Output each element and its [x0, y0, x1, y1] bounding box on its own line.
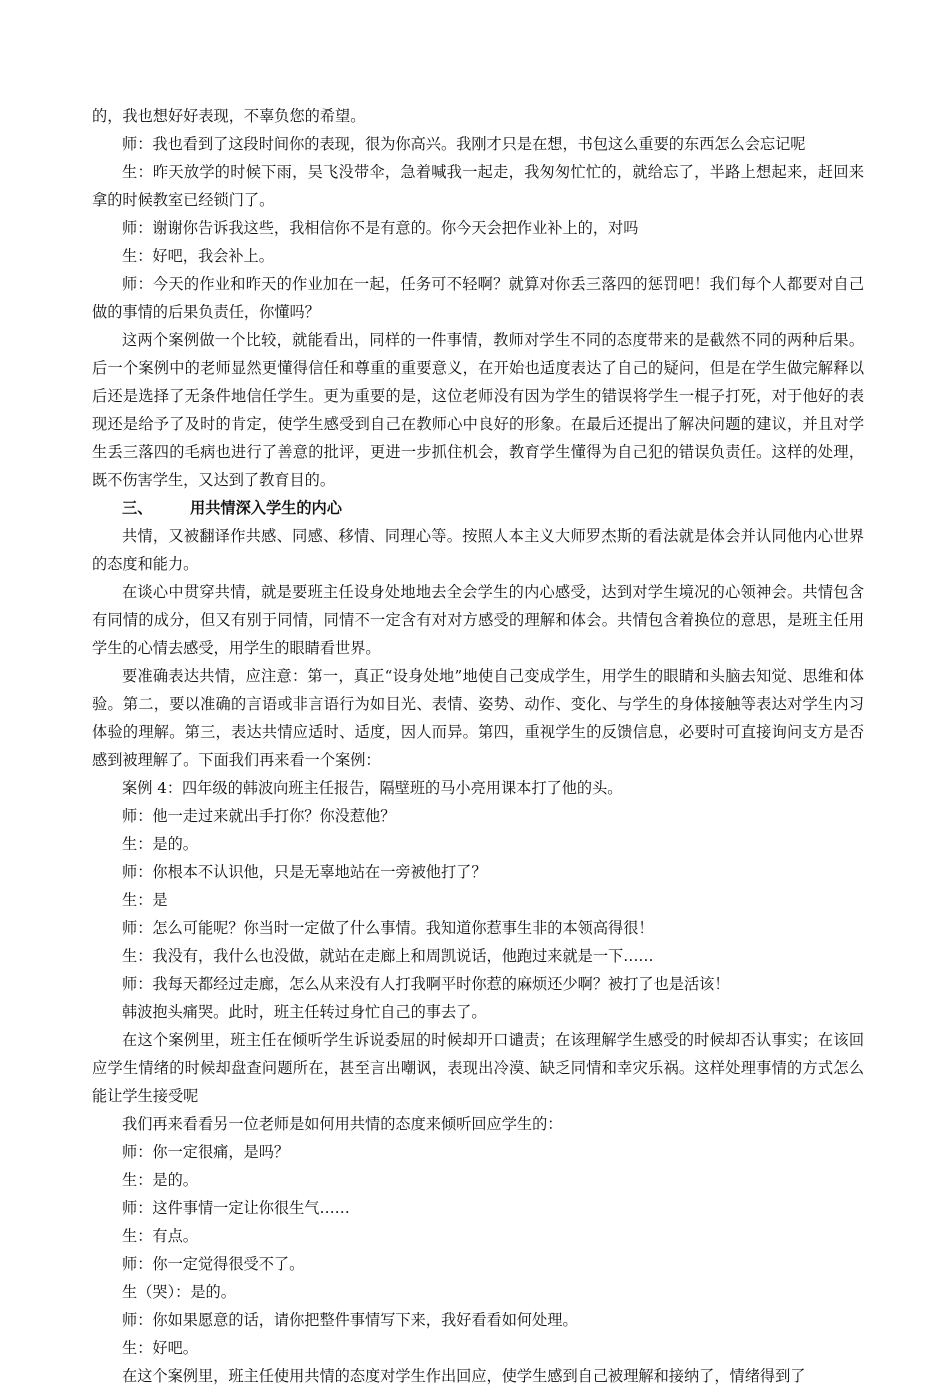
- paragraph: 共情，又被翻译作共感、同感、移情、同理心等。按照人本主义大师罗杰斯的看法就是体会并认同他内心世界的态度和能力。: [92, 527, 864, 573]
- paragraph: 这两个案例做一个比较，就能看出，同样的一件事情，教师对学生不同的态度带来的是截然不同的两种后果。后一个案例中的老师显然更懂得信任和尊重的重要意义，在开始也适度表达了自己的疑问，但是在学生做完解释以后还是选择了无条件地信任学生。更为重要的是，这位老师没有因为学生的错误将学生一棍子打死，对于他好的表现还是给予了及时的肯定，使学生感受到自己在教师心中良好的形象。在最后还提出了解决问题的建议，并且对学生丢三落四的毛病也进行了善意的批评，更进一步抓住机会，教育学生懂得为自己犯的错误负责任。这样的处理，既不伤害学生，又达到了教育目的。: [92, 331, 864, 489]
- dialogue-line: 生：我没有，我什么也没做，就站在走廊上和周凯说话，他跑过来就是一下……: [122, 947, 654, 965]
- dialogue-line: 生：昨天放学的时候下雨，吴飞没带伞，急着喊我一起走，我匆匆忙忙的，就给忘了，半路上想起来，赶回来拿的时候教室已经锁门了。: [92, 163, 864, 209]
- dialogue-line: 生（哭）：是的。: [122, 1283, 236, 1301]
- dialogue-line: 师：你一定很痛，是吗？: [122, 1143, 290, 1161]
- case-title: 案例 4：四年级的韩波向班主任报告，隔壁班的马小亮用课本打了他的头。: [122, 779, 623, 797]
- section-number: 三、: [122, 499, 153, 517]
- dialogue-line: 师：我每天都经过走廊，怎么从来没有人打我啊平时你惹的麻烦还少啊？被打了也是活该！: [122, 975, 730, 993]
- dialogue-line: 师：这件事情一定让你很生气……: [122, 1199, 350, 1217]
- dialogue-line: 生：是的。: [122, 835, 198, 853]
- paragraph: 在这个案例里，班主任在倾听学生诉说委屈的时候却开口谴责；在该理解学生感受的时候却否认事实；在该回应学生情绪的时候却盘查问题所在，甚至言出嘲讽，表现出冷漠、缺乏同情和幸灾乐祸。这样处理事情的方式怎么能让学生接受呢: [92, 1031, 864, 1105]
- paragraph: 要准确表达共情，应注意：第一，真正“设身处地”地使自己变成学生，用学生的眼睛和头脑去知觉、思维和体验。第二，要以准确的言语或非言语行为如目光、表情、姿势、动作、变化、与学生的身体接触等表达对学生内习体验的理解。第三，表达共情应适时、适度，因人而异。第四，重视学生的反馈信息，必要时可直接询问支方是否感到被理解了。下面我们再来看一个案例：: [92, 667, 864, 769]
- dialogue-line: 师：我也看到了这段时间你的表现，很为你高兴。我刚才只是在想，书包这么重要的东西怎么会忘记呢: [122, 135, 806, 153]
- dialogue-line: 生：好吧。: [122, 1339, 198, 1357]
- section-title: 用共情深入学生的内心: [190, 499, 342, 517]
- paragraph: 的，我也想好好表现，不辜负您的希望。: [92, 107, 366, 125]
- paragraph: 在这个案例里，班主任使用共情的态度对学生作出回应，使学生感到自己被理解和接纳了，情绪得到了: [122, 1367, 806, 1385]
- dialogue-line: 师：今天的作业和昨天的作业加在一起，任务可不轻啊？就算对你丢三落四的惩罚吧！我们每个人都要对自己做的事情的后果负责任，你懂吗？: [92, 275, 864, 321]
- paragraph: 在谈心中贯穿共情，就是要班主任设身处地地去全会学生的内心感受，达到对学生境况的心领神会。共情包含有同情的成分，但又有别于同情，同情不一定含有对对方感受的理解和体会。共情包含着换位的意思，是班主任用学生的心情去感受，用学生的眼睛看世界。: [92, 583, 864, 657]
- paragraph: 我们再来看看另一位老师是如何用共情的态度来倾听回应学生的：: [122, 1115, 563, 1133]
- section-heading: [92, 494, 864, 522]
- dialogue-line: 师：他一走过来就出手打你？你没惹他？: [122, 807, 396, 825]
- dialogue-line: 师：你根本不认识他，只是无辜地站在一旁被他打了？: [122, 863, 487, 881]
- dialogue-line: 生：是: [122, 891, 168, 909]
- document-body: [92, 102, 864, 1390]
- dialogue-line: 生：是的。: [122, 1171, 198, 1189]
- dialogue-line: 师：你如果愿意的话，请你把整件事情写下来，我好看看如何处理。: [122, 1311, 578, 1329]
- dialogue-line: 师：你一定觉得很受不了。: [122, 1255, 305, 1273]
- dialogue-line: 师：谢谢你告诉我这些，我相信你不是有意的。你今天会把作业补上的，对吗: [122, 219, 639, 237]
- dialogue-line: 生：有点。: [122, 1227, 198, 1245]
- dialogue-line: 师：怎么可能呢？你当时一定做了什么事情。我知道你惹事生非的本领高得很！: [122, 919, 654, 937]
- dialogue-line: 生：好吧，我会补上。: [122, 247, 274, 265]
- narration-line: 韩波抱头痛哭。此时，班主任转过身忙自己的事去了。: [122, 1003, 487, 1021]
